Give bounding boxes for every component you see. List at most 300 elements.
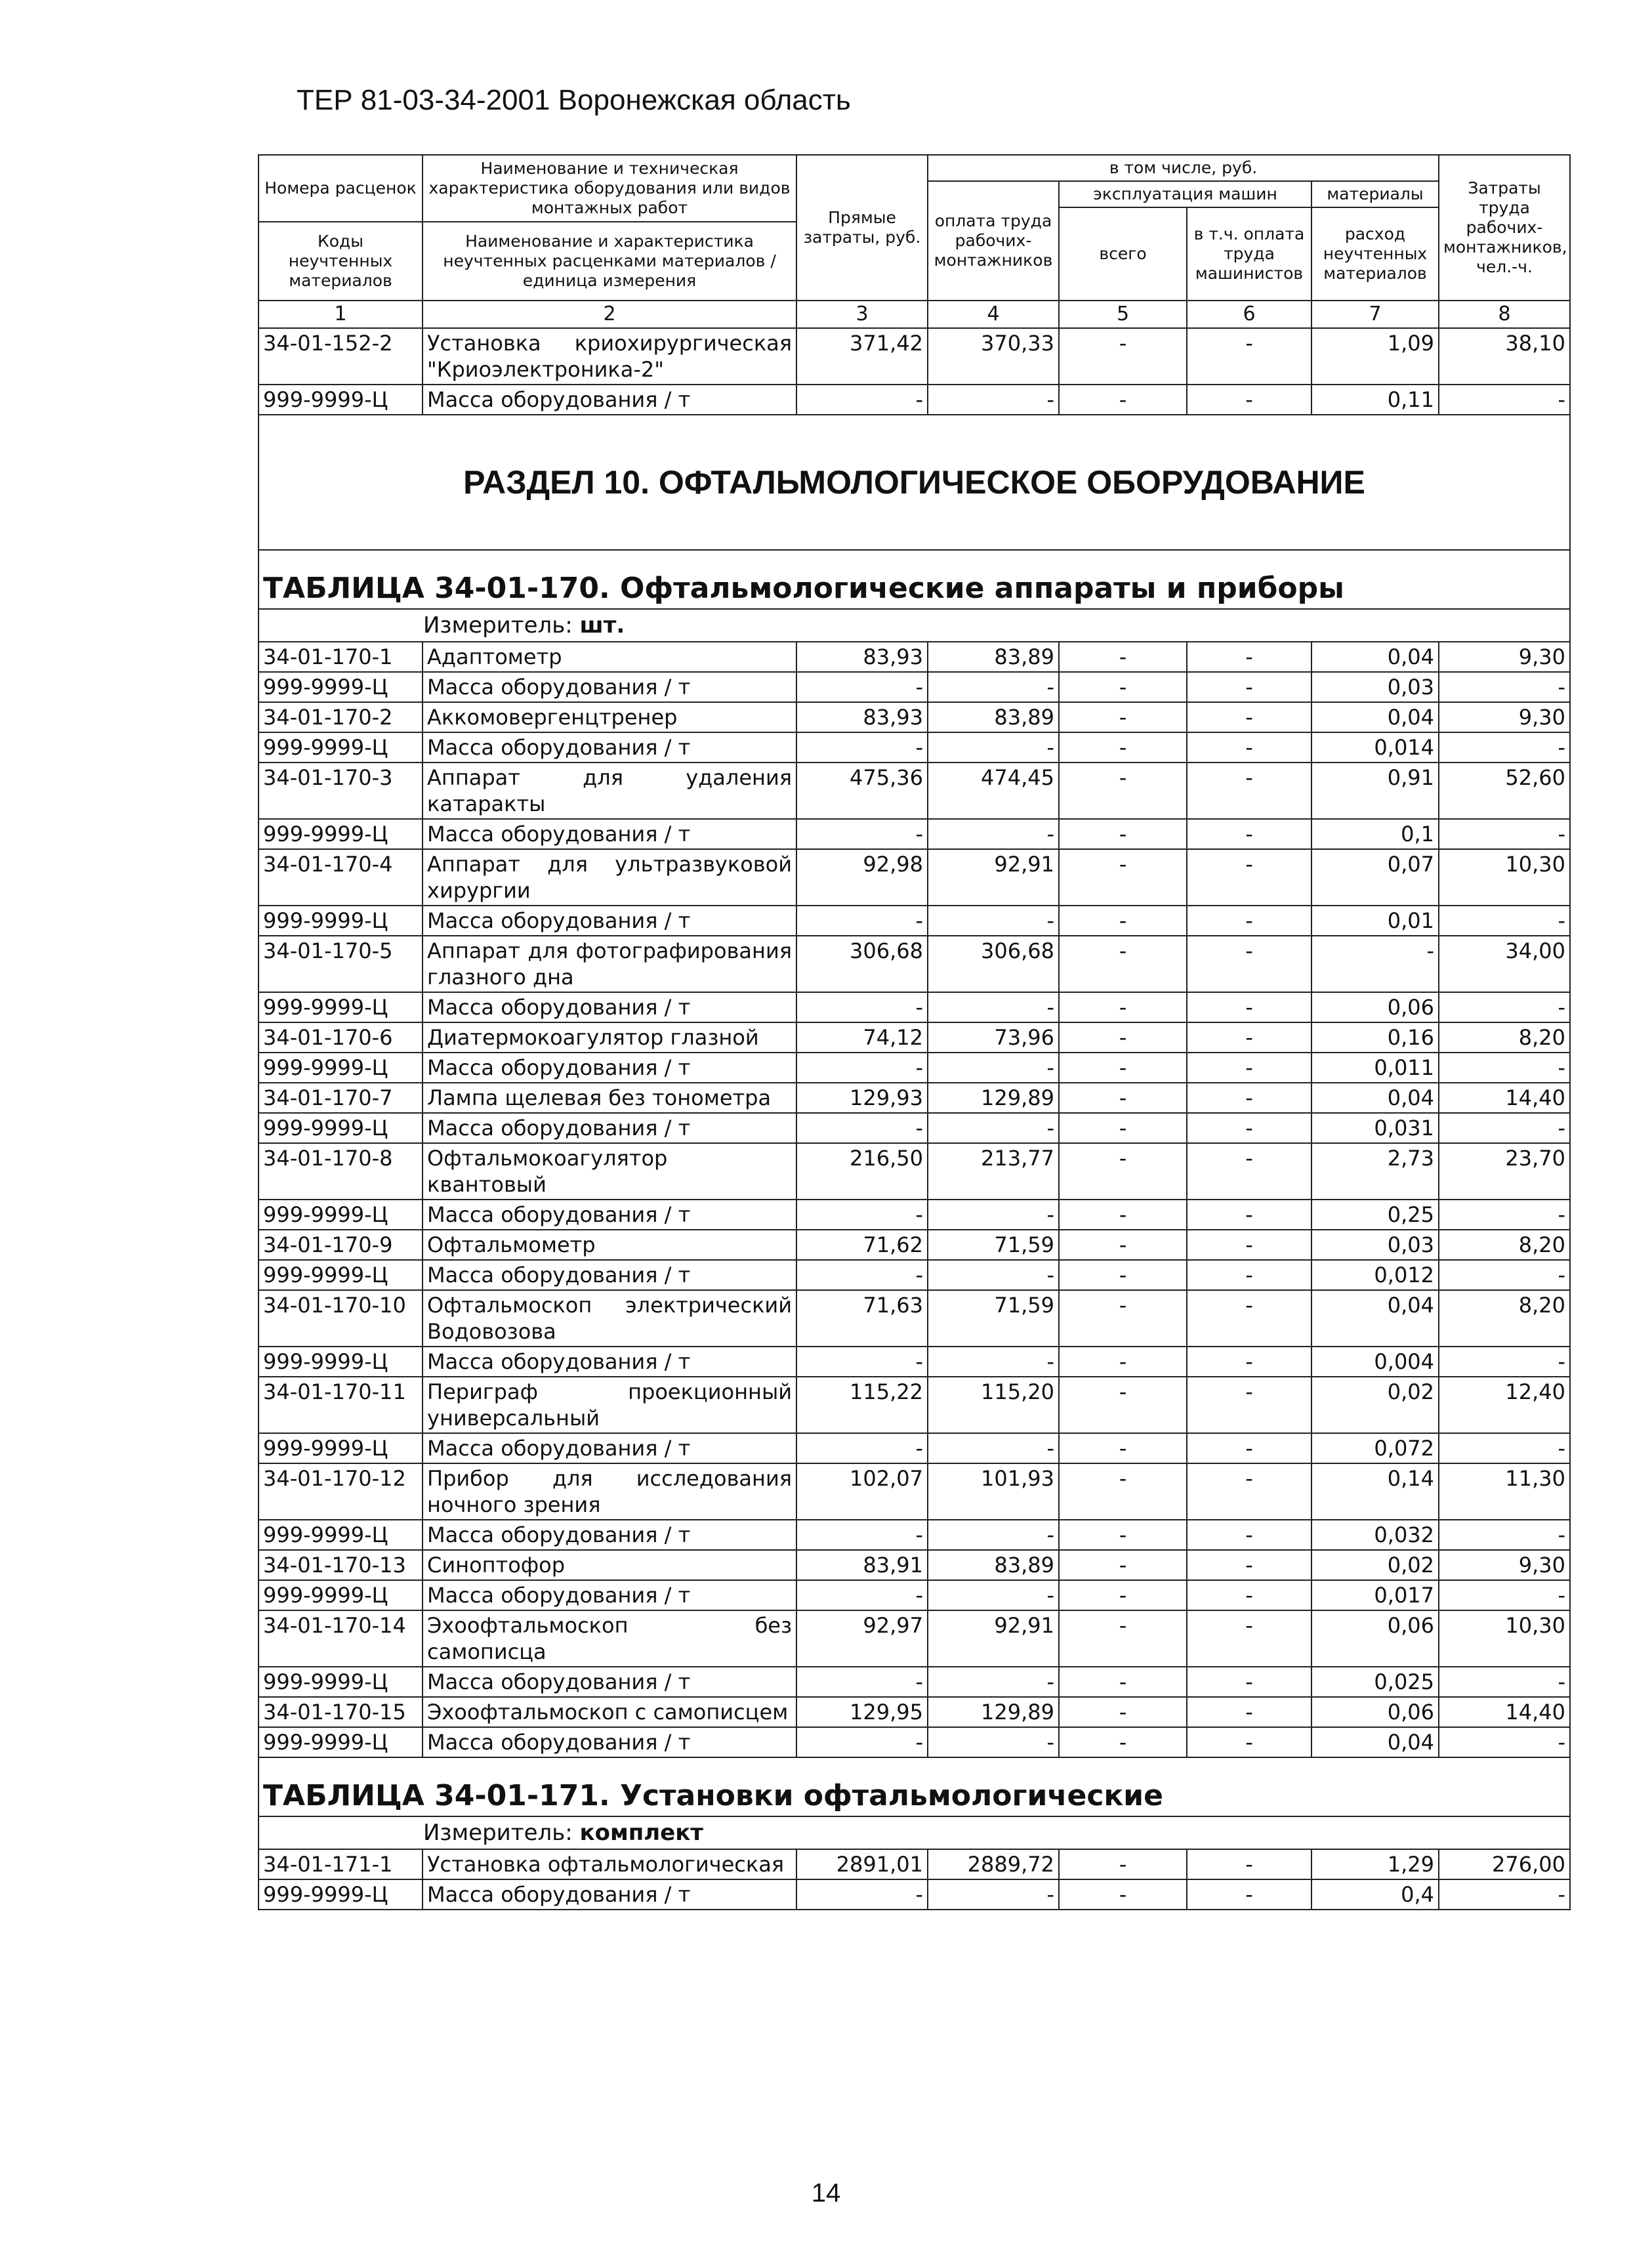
mass-row <box>258 1727 1570 1757</box>
material-consumption: 0,04 <box>1311 642 1439 672</box>
labor-pay: - <box>928 1433 1059 1463</box>
material-consumption: 0,03 <box>1311 672 1439 702</box>
machine-total: - <box>1059 732 1187 763</box>
page-number: 14 <box>811 2179 841 2208</box>
direct-cost: - <box>796 1433 928 1463</box>
machinist-pay: - <box>1187 1083 1311 1113</box>
rate-code: 999-9999-Ц <box>258 1347 423 1377</box>
material-consumption: 2,73 <box>1311 1143 1439 1200</box>
rate-name: Масса оборудования / т <box>423 672 796 702</box>
column-index: 7 <box>1311 301 1439 328</box>
rate-row <box>258 1083 1570 1113</box>
direct-cost: 71,62 <box>796 1230 928 1260</box>
labor-pay: 83,89 <box>928 642 1059 672</box>
machine-total: - <box>1059 672 1187 702</box>
machine-total: - <box>1059 1113 1187 1143</box>
material-consumption: 0,04 <box>1311 1083 1439 1113</box>
rate-row <box>258 936 1570 992</box>
machine-total: - <box>1059 1550 1187 1580</box>
direct-cost: - <box>796 1200 928 1230</box>
rate-name: Установка криохирургическая "Криоэлектроника-2" <box>423 328 796 385</box>
rate-code: 999-9999-Ц <box>258 732 423 763</box>
material-consumption: 0,03 <box>1311 1230 1439 1260</box>
labor-pay: 306,68 <box>928 936 1059 992</box>
labor-hours: 8,20 <box>1439 1290 1570 1347</box>
material-consumption: 0,012 <box>1311 1260 1439 1290</box>
material-consumption: 0,032 <box>1311 1520 1439 1550</box>
rate-code: 999-9999-Ц <box>258 385 423 415</box>
machinist-pay: - <box>1187 1230 1311 1260</box>
labor-pay: 92,91 <box>928 849 1059 906</box>
measure-label: Измеритель: <box>423 1820 573 1846</box>
labor-hours: - <box>1439 1200 1570 1230</box>
material-consumption: 0,004 <box>1311 1347 1439 1377</box>
labor-pay: 71,59 <box>928 1290 1059 1347</box>
machinist-pay: - <box>1187 1463 1311 1520</box>
section-title: РАЗДЕЛ 10. ОФТАЛЬМОЛОГИЧЕСКОЕ ОБОРУДОВАНИЕ <box>258 415 1570 550</box>
labor-hours: 11,30 <box>1439 1463 1570 1520</box>
rate-name: Масса оборудования / т <box>423 992 796 1022</box>
machinist-pay: - <box>1187 328 1311 385</box>
table-header <box>258 155 1570 301</box>
labor-pay: - <box>928 1260 1059 1290</box>
rate-row <box>258 849 1570 906</box>
labor-pay: - <box>928 906 1059 936</box>
machine-total: - <box>1059 763 1187 819</box>
document-title: ТЕР 81-03-34-2001 Воронежская область <box>297 84 851 116</box>
header-col-codes: Коды неучтенных материалов <box>258 222 423 301</box>
labor-pay: 83,89 <box>928 702 1059 732</box>
rate-code: 999-9999-Ц <box>258 906 423 936</box>
labor-pay: - <box>928 732 1059 763</box>
rate-name: Периграф проекционный универсальный <box>423 1377 796 1433</box>
column-index: 3 <box>796 301 928 328</box>
machine-total: - <box>1059 1580 1187 1610</box>
labor-hours: - <box>1439 1520 1570 1550</box>
labor-pay: 370,33 <box>928 328 1059 385</box>
mass-row <box>258 1520 1570 1550</box>
column-index: 5 <box>1059 301 1187 328</box>
rate-name: Офтальмоскоп электрический Водовозова <box>423 1290 796 1347</box>
rate-code: 999-9999-Ц <box>258 1520 423 1550</box>
direct-cost: 92,97 <box>796 1610 928 1667</box>
machinist-pay: - <box>1187 1200 1311 1230</box>
column-index: 1 <box>258 301 423 328</box>
rate-name: Масса оборудования / т <box>423 1053 796 1083</box>
labor-pay: - <box>928 819 1059 849</box>
mass-row <box>258 1347 1570 1377</box>
rate-name: Аппарат для удаления катаракты <box>423 763 796 819</box>
machinist-pay: - <box>1187 1580 1311 1610</box>
labor-hours: - <box>1439 819 1570 849</box>
material-consumption: 0,07 <box>1311 849 1439 906</box>
rate-name: Масса оборудования / т <box>423 1580 796 1610</box>
machinist-pay: - <box>1187 1727 1311 1757</box>
labor-hours: 23,70 <box>1439 1143 1570 1200</box>
machinist-pay: - <box>1187 1113 1311 1143</box>
rate-code: 34-01-170-8 <box>258 1143 423 1200</box>
direct-cost: 216,50 <box>796 1143 928 1200</box>
mass-row <box>258 819 1570 849</box>
machinist-pay: - <box>1187 936 1311 992</box>
direct-cost: - <box>796 1347 928 1377</box>
measure-line <box>258 1816 1570 1849</box>
machinist-pay: - <box>1187 1849 1311 1879</box>
rate-row <box>258 1377 1570 1433</box>
material-consumption: 0,16 <box>1311 1022 1439 1053</box>
direct-cost: - <box>796 819 928 849</box>
labor-pay: 101,93 <box>928 1463 1059 1520</box>
rate-name: Масса оборудования / т <box>423 385 796 415</box>
labor-hours: - <box>1439 385 1570 415</box>
machine-total: - <box>1059 1667 1187 1697</box>
direct-cost: 83,91 <box>796 1550 928 1580</box>
mass-row <box>258 732 1570 763</box>
labor-pay: 71,59 <box>928 1230 1059 1260</box>
machinist-pay: - <box>1187 1347 1311 1377</box>
mass-row <box>258 992 1570 1022</box>
machine-total: - <box>1059 1697 1187 1727</box>
machine-total: - <box>1059 1727 1187 1757</box>
rate-name: Эхоофтальмоскоп с самописцем <box>423 1697 796 1727</box>
labor-pay: 213,77 <box>928 1143 1059 1200</box>
labor-hours: 10,30 <box>1439 1610 1570 1667</box>
material-consumption: 0,25 <box>1311 1200 1439 1230</box>
rate-code: 34-01-170-14 <box>258 1610 423 1667</box>
labor-hours: - <box>1439 1053 1570 1083</box>
rate-name: Масса оборудования / т <box>423 1260 796 1290</box>
rate-code: 34-01-170-4 <box>258 849 423 906</box>
labor-hours: 14,40 <box>1439 1697 1570 1727</box>
labor-pay: 2889,72 <box>928 1849 1059 1879</box>
labor-hours: 9,30 <box>1439 702 1570 732</box>
rate-code: 34-01-170-11 <box>258 1377 423 1433</box>
direct-cost: - <box>796 1260 928 1290</box>
rate-name: Масса оборудования / т <box>423 732 796 763</box>
direct-cost: - <box>796 1520 928 1550</box>
direct-cost: - <box>796 1113 928 1143</box>
machinist-pay: - <box>1187 702 1311 732</box>
direct-cost: - <box>796 1727 928 1757</box>
column-index: 6 <box>1187 301 1311 328</box>
machinist-pay: - <box>1187 1022 1311 1053</box>
machine-total: - <box>1059 906 1187 936</box>
column-index: 8 <box>1439 301 1570 328</box>
direct-cost: 475,36 <box>796 763 928 819</box>
machine-total: - <box>1059 385 1187 415</box>
rate-name: Масса оборудования / т <box>423 1667 796 1697</box>
rate-code: 999-9999-Ц <box>258 992 423 1022</box>
machinist-pay: - <box>1187 1260 1311 1290</box>
machine-total: - <box>1059 1200 1187 1230</box>
direct-cost: - <box>796 1879 928 1910</box>
rate-name: Аккомовергенцтренер <box>423 702 796 732</box>
direct-cost: 115,22 <box>796 1377 928 1433</box>
material-consumption: 0,06 <box>1311 1697 1439 1727</box>
labor-pay: - <box>928 1347 1059 1377</box>
direct-cost: 2891,01 <box>796 1849 928 1879</box>
rate-code: 34-01-170-5 <box>258 936 423 992</box>
rate-code: 999-9999-Ц <box>258 819 423 849</box>
machinist-pay: - <box>1187 1667 1311 1697</box>
labor-hours: - <box>1439 1260 1570 1290</box>
machine-total: - <box>1059 1433 1187 1463</box>
header-including: в том числе, руб. <box>928 155 1439 181</box>
labor-hours: - <box>1439 1113 1570 1143</box>
rate-name: Эхоофтальмоскоп без самописца <box>423 1610 796 1667</box>
direct-cost: 102,07 <box>796 1463 928 1520</box>
machine-total: - <box>1059 1377 1187 1433</box>
rate-name: Офтальмометр <box>423 1230 796 1260</box>
machine-total: - <box>1059 1053 1187 1083</box>
mass-row <box>258 672 1570 702</box>
machinist-pay: - <box>1187 732 1311 763</box>
labor-pay: - <box>928 992 1059 1022</box>
rate-code: 999-9999-Ц <box>258 1200 423 1230</box>
rate-row <box>258 1230 1570 1260</box>
direct-cost: 129,95 <box>796 1697 928 1727</box>
labor-hours: - <box>1439 906 1570 936</box>
direct-cost: - <box>796 672 928 702</box>
machinist-pay: - <box>1187 1610 1311 1667</box>
labor-hours: - <box>1439 1667 1570 1697</box>
labor-pay: - <box>928 1727 1059 1757</box>
machine-total: - <box>1059 819 1187 849</box>
measure-unit: комплект <box>579 1820 703 1846</box>
rate-row <box>258 1290 1570 1347</box>
material-consumption: 0,04 <box>1311 1727 1439 1757</box>
machine-total: - <box>1059 1849 1187 1879</box>
labor-pay: - <box>928 672 1059 702</box>
header-mat-consumption: расход неучтенных материалов <box>1311 207 1439 301</box>
mass-row <box>258 1433 1570 1463</box>
rate-code: 34-01-170-2 <box>258 702 423 732</box>
labor-hours: - <box>1439 1879 1570 1910</box>
mass-row <box>258 1580 1570 1610</box>
header-col-direct: Прямые затраты, руб. <box>796 155 928 301</box>
material-consumption: 0,02 <box>1311 1377 1439 1433</box>
rate-code: 999-9999-Ц <box>258 1113 423 1143</box>
direct-cost: 83,93 <box>796 642 928 672</box>
direct-cost: 71,63 <box>796 1290 928 1347</box>
material-consumption: 0,4 <box>1311 1879 1439 1910</box>
material-consumption: 0,01 <box>1311 906 1439 936</box>
labor-pay: 474,45 <box>928 763 1059 819</box>
rate-code: 999-9999-Ц <box>258 1879 423 1910</box>
rate-name: Масса оборудования / т <box>423 1433 796 1463</box>
machinist-pay: - <box>1187 1550 1311 1580</box>
labor-pay: - <box>928 1113 1059 1143</box>
direct-cost: - <box>796 1580 928 1610</box>
machine-total: - <box>1059 1347 1187 1377</box>
labor-hours: 34,00 <box>1439 936 1570 992</box>
labor-hours: 10,30 <box>1439 849 1570 906</box>
rate-code: 34-01-170-9 <box>258 1230 423 1260</box>
machinist-pay: - <box>1187 1053 1311 1083</box>
machinist-pay: - <box>1187 642 1311 672</box>
labor-hours: 9,30 <box>1439 642 1570 672</box>
rate-name: Прибор для исследования ночного зрения <box>423 1463 796 1520</box>
rate-row <box>258 1463 1570 1520</box>
direct-cost: - <box>796 385 928 415</box>
header-machine-op: эксплуатация машин <box>1059 181 1311 207</box>
material-consumption: 0,031 <box>1311 1113 1439 1143</box>
rate-row <box>258 1022 1570 1053</box>
machine-total: - <box>1059 1230 1187 1260</box>
rate-code: 34-01-170-7 <box>258 1083 423 1113</box>
labor-pay: - <box>928 1053 1059 1083</box>
labor-hours: 8,20 <box>1439 1022 1570 1053</box>
rate-row <box>258 1610 1570 1667</box>
labor-pay: 83,89 <box>928 1550 1059 1580</box>
rate-name: Масса оборудования / т <box>423 1727 796 1757</box>
machine-total: - <box>1059 1610 1187 1667</box>
header-labor-pay: оплата труда рабочих-монтажников <box>928 181 1059 301</box>
material-consumption: 0,04 <box>1311 702 1439 732</box>
mass-row <box>258 1113 1570 1143</box>
mass-row <box>258 385 1570 415</box>
material-consumption: 1,29 <box>1311 1849 1439 1879</box>
labor-hours: 52,60 <box>1439 763 1570 819</box>
column-index: 2 <box>423 301 796 328</box>
machinist-pay: - <box>1187 1377 1311 1433</box>
rate-name: Адаптометр <box>423 642 796 672</box>
labor-hours: 14,40 <box>1439 1083 1570 1113</box>
labor-hours: 8,20 <box>1439 1230 1570 1260</box>
rate-code: 999-9999-Ц <box>258 672 423 702</box>
rate-code: 34-01-152-2 <box>258 328 423 385</box>
rate-name: Аппарат для фотографирования глазного дна <box>423 936 796 992</box>
rate-name: Масса оборудования / т <box>423 1347 796 1377</box>
machine-total: - <box>1059 1879 1187 1910</box>
header-machinist-pay: в т.ч. оплата труда машинистов <box>1187 207 1311 301</box>
rate-code: 34-01-170-10 <box>258 1290 423 1347</box>
rate-code: 999-9999-Ц <box>258 1667 423 1697</box>
column-index-row <box>258 301 1570 328</box>
measure-unit: шт. <box>579 612 625 638</box>
machinist-pay: - <box>1187 672 1311 702</box>
material-consumption: 0,072 <box>1311 1433 1439 1463</box>
header-col-name: Наименование и техническая характеристика оборудования или видов монтажных работ <box>423 155 796 222</box>
rate-code: 999-9999-Ц <box>258 1053 423 1083</box>
header-labor-cost: Затраты труда рабочих-монтажников, чел.-ч. <box>1439 155 1570 301</box>
labor-pay: - <box>928 1520 1059 1550</box>
rate-code: 999-9999-Ц <box>258 1260 423 1290</box>
machinist-pay: - <box>1187 849 1311 906</box>
direct-cost: 83,93 <box>796 702 928 732</box>
rate-code: 34-01-170-12 <box>258 1463 423 1520</box>
labor-pay: - <box>928 1667 1059 1697</box>
direct-cost: 129,93 <box>796 1083 928 1113</box>
machinist-pay: - <box>1187 992 1311 1022</box>
mass-row <box>258 1200 1570 1230</box>
direct-cost: - <box>796 732 928 763</box>
rate-name: Лампа щелевая без тонометра <box>423 1083 796 1113</box>
machinist-pay: - <box>1187 1433 1311 1463</box>
rate-code: 999-9999-Ц <box>258 1433 423 1463</box>
material-consumption: 0,014 <box>1311 732 1439 763</box>
rate-code: 999-9999-Ц <box>258 1727 423 1757</box>
material-consumption: 0,1 <box>1311 819 1439 849</box>
labor-hours: - <box>1439 732 1570 763</box>
machine-total: - <box>1059 1083 1187 1113</box>
rate-code: 34-01-170-6 <box>258 1022 423 1053</box>
material-consumption: - <box>1311 936 1439 992</box>
labor-pay: 73,96 <box>928 1022 1059 1053</box>
rate-name: Масса оборудования / т <box>423 1879 796 1910</box>
rate-name: Масса оборудования / т <box>423 1200 796 1230</box>
direct-cost: - <box>796 1053 928 1083</box>
machine-total: - <box>1059 1260 1187 1290</box>
labor-hours: - <box>1439 1433 1570 1463</box>
rates-table <box>258 154 1571 1910</box>
machine-total: - <box>1059 849 1187 906</box>
labor-pay: - <box>928 1200 1059 1230</box>
material-consumption: 0,14 <box>1311 1463 1439 1520</box>
table-title: ТАБЛИЦА 34-01-170. Офтальмологические аппараты и приборы <box>258 550 1570 609</box>
labor-hours: - <box>1439 992 1570 1022</box>
machinist-pay: - <box>1187 1520 1311 1550</box>
rate-row <box>258 328 1570 385</box>
header-total: всего <box>1059 207 1187 301</box>
material-consumption: 0,025 <box>1311 1667 1439 1697</box>
direct-cost: 371,42 <box>796 328 928 385</box>
header-materials: материалы <box>1311 181 1439 207</box>
material-consumption: 0,06 <box>1311 1610 1439 1667</box>
labor-hours: - <box>1439 1727 1570 1757</box>
labor-hours: 276,00 <box>1439 1849 1570 1879</box>
material-consumption: 0,011 <box>1311 1053 1439 1083</box>
rate-name: Масса оборудования / т <box>423 906 796 936</box>
mass-row <box>258 1053 1570 1083</box>
machine-total: - <box>1059 1143 1187 1200</box>
material-consumption: 1,09 <box>1311 328 1439 385</box>
machinist-pay: - <box>1187 1879 1311 1910</box>
direct-cost: - <box>796 992 928 1022</box>
labor-pay: 92,91 <box>928 1610 1059 1667</box>
header-col-numbers: Номера расценок <box>258 155 423 222</box>
mass-row <box>258 1667 1570 1697</box>
measure-label: Измеритель: <box>423 612 573 638</box>
rate-code: 999-9999-Ц <box>258 1580 423 1610</box>
direct-cost: - <box>796 906 928 936</box>
machine-total: - <box>1059 1520 1187 1550</box>
rate-row <box>258 1143 1570 1200</box>
rate-row <box>258 763 1570 819</box>
rate-row <box>258 642 1570 672</box>
rate-name: Масса оборудования / т <box>423 1520 796 1550</box>
machinist-pay: - <box>1187 906 1311 936</box>
direct-cost: 74,12 <box>796 1022 928 1053</box>
labor-pay: - <box>928 1580 1059 1610</box>
labor-hours: 9,30 <box>1439 1550 1570 1580</box>
material-consumption: 0,91 <box>1311 763 1439 819</box>
material-consumption: 0,06 <box>1311 992 1439 1022</box>
rate-row <box>258 1697 1570 1727</box>
labor-hours: - <box>1439 672 1570 702</box>
rate-name: Масса оборудования / т <box>423 819 796 849</box>
rate-name: Масса оборудования / т <box>423 1113 796 1143</box>
machinist-pay: - <box>1187 763 1311 819</box>
rate-code: 34-01-170-13 <box>258 1550 423 1580</box>
rate-code: 34-01-170-15 <box>258 1697 423 1727</box>
material-consumption: 0,02 <box>1311 1550 1439 1580</box>
rate-code: 34-01-170-3 <box>258 763 423 819</box>
rate-code: 34-01-170-1 <box>258 642 423 672</box>
labor-pay: - <box>928 385 1059 415</box>
rate-code: 34-01-171-1 <box>258 1849 423 1879</box>
material-consumption: 0,04 <box>1311 1290 1439 1347</box>
